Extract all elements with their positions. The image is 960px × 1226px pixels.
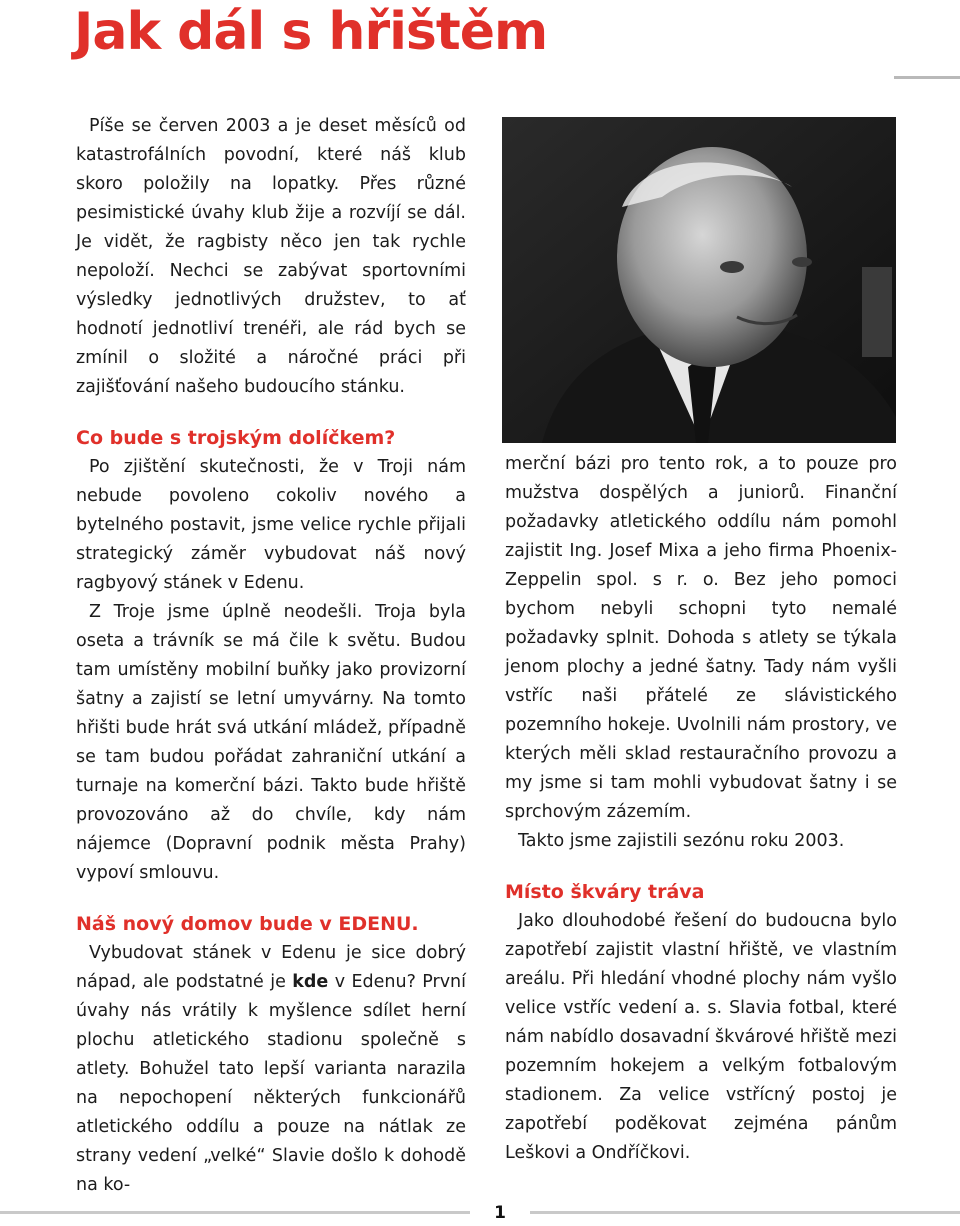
- portrait-illustration: [502, 117, 896, 443]
- paragraph-eden-rest: v Edenu? První úvahy nás vrátily k myšlence sdílet herní plochu atletického stadionu společně s atlety. Bohužel tato lepší varianta narazila na nepochopení některých funkcionářů atletického oddílu a pouze na nátlak ze strany vedení „velké“ Slavie došlo k dohodě na ko-: [76, 972, 466, 1195]
- intro-paragraph: Píše se červen 2003 a je deset měsíců od katastrofálních povodní, které náš klub skoro položily na lopatky. Přes různé pesimistické úvahy klub žije a rozvíjí se dál. Je vidět, že ragbisty něco jen tak rychle nepoloží. Nechci se zabývat sportovními výsledky jednotlivých družstev, to ať hodnotí jednotliví trenéři, ale rád bych se zmínil o složité a náročné práci při zajišťování našeho budoucího stánku.: [76, 116, 466, 397]
- paragraph-troja-2: Z Troje jsme úplně neodešli. Troja byla oseta a trávník se má čile k světu. Budou tam umístěny mobilní buňky jako provizorní šatny a zajistí se letní umyvárny. Na tomto hřišti bude hrát svá utkání mládež, případně se tam budou pořádat zahraniční utkání a turnaje na komerční bázi. Takto bude hřiště provozováno až do chvíle, kdy nám nájemce (Dopravní podnik města Prahy) vypoví smlouvu.: [76, 602, 466, 883]
- heading-trojsky-dolicek: Co bude s trojským dolíčkem?: [76, 427, 396, 449]
- paragraph-trava: Jako dlouhodobé řešení do budoucna bylo zapotřebí zajistit vlastní hřiště, ve vlastním areálu. Při hledání vhodné plochy nám vyšlo velice vstříc vedení a. s. Slavia fotbal, které nám nabídlo dosavadní škvárové hřiště mezi pozemním hokejem a velkým fotbalovým stadionem. Za velice vstřícný postoj je zapotřebí poděkovat zejména pánům Leškovi a Ondříčkovi.: [505, 911, 897, 1163]
- paragraph-sezona: Takto jsme zajistili sezónu roku 2003.: [518, 831, 845, 851]
- bold-kde: kde: [292, 972, 329, 992]
- paragraph-eden: [76, 939, 466, 1200]
- right-column: [505, 450, 897, 1168]
- paragraph-eden-start: Vybudovat stánek v Edenu je sice dobrý nápad, ale podstatné je: [76, 943, 466, 992]
- left-column: [76, 112, 466, 1200]
- paragraph-troja-1: Po zjištění skutečnosti, že v Troji nám nebude povoleno cokoliv nového a bytelného postavit, jsme velice rychle přijali strategický záměr vybudovat náš nový ragbyový stánek v Edenu.: [76, 457, 466, 593]
- page-title: Jak dál s hřištěm: [74, 2, 548, 62]
- heading-eden: Náš nový domov bude v EDENU.: [76, 913, 419, 935]
- heading-misto-skvary: Místo škváry tráva: [505, 881, 705, 903]
- portrait-photo: [502, 117, 896, 443]
- page-number: 1: [470, 1200, 530, 1226]
- paragraph-komercni-baze: merční bázi pro tento rok, a to pouze pro mužstva dospělých a juniorů. Finanční požadavky atletického oddílu nám pomohl zajistit Ing. Josef Mixa a jeho firma Phoenix-Zeppelin spol. s r. o. Bez jeho pomoci bychom nebyli schopni tyto nemalé požadavky splnit. Dohoda s atlety se týkala jenom plochy a jedné šatny. Tady nám vyšli vstříc naši přátelé ze slávistického pozemního hokeje. Uvolnili nám prostory, ve kterých měli sklad restauračního provozu a my jsme si tam mohli vybudovat šatny i se sprchovým zázemím.: [505, 454, 897, 822]
- header-rule: [894, 76, 960, 79]
